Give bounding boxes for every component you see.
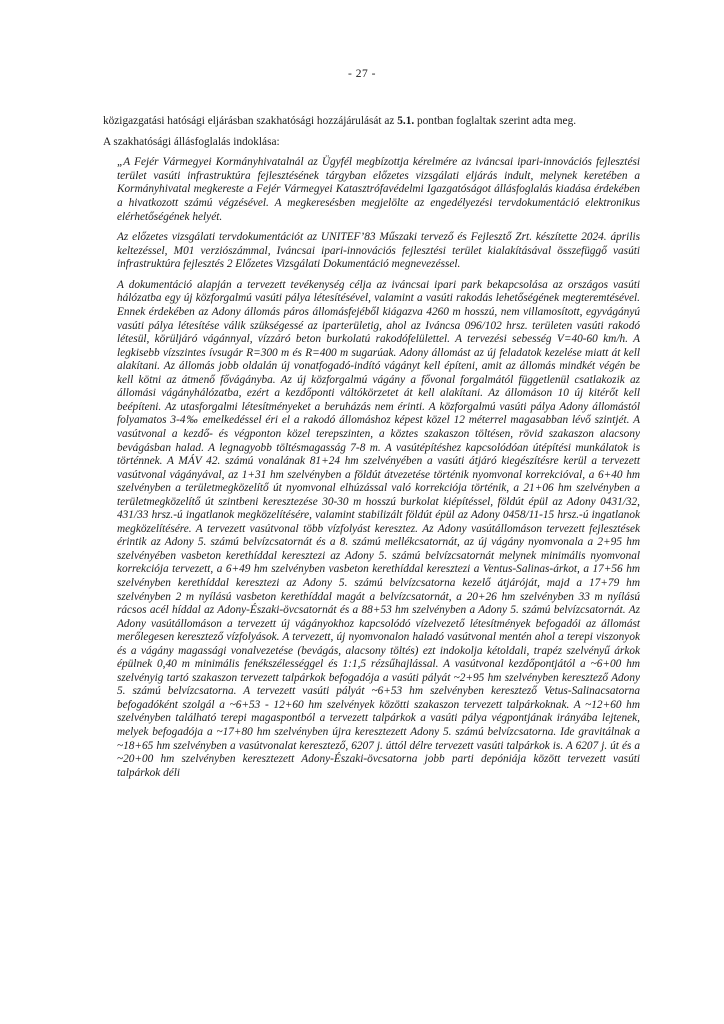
paragraph-documentation: Az előzetes vizsgálati tervdokumentációt az UNITEF’83 Műszaki tervező és Fejlesztő Zrt. készítette 2024. április keltezéssel, M01 verziószámmal, Iváncsai ipari-innovációs fejlesztési terület kialakításával összefüggő vasúti infrastruktúra fejlesztés 2 Előzetes Vizsgálati Dokumentáció megnevezéssel. [117, 231, 640, 271]
paragraph-project-description: A dokumentáció alapján a tervezett tevékenység célja az iváncsai ipari park bekapcsolása az országos vasúti hálózatba egy új közforgalmú vasúti pálya létesítésével, valamint a vasúti rakodás lehetőségének megteremtésével. Ennek érdekében az Adony állomás páros állomásfejéből kiágazva 4260 m hosszú, nem villamosított, egyvágányú vasúti pálya létesítése válik szükségessé az iparterületig, ahol az Iváncsa 096/102 hrsz. területen vasúti rakodó létesül, körüljáró vágánnyal, vízzáró beton burkolatú rakodófelülettel. A tervezési sebesség V=40-60 km/h. A legkisebb vízszintes ívsugár R=300 m és R=400 m sugarúak. Adony állomást az új feladatok kezelése miatt át kell alakítani. Az állomás jobb oldalán új vonatfogadó-indító vágányt kell építeni, amit az állomás mindkét végén be kell kötni az átmenő fővágányba. Az új közforgalmú vágány a fővonal forgalmától függetlenül csatlakozik az állomási vágányhálózatba, ezért a kezdőponti váltókörzetet át kell alakítani. Az állomáson 10 új kitérőt kell beépíteni. Az utasforgalmi létesítményeket a beruházás nem érinti. A közforgalmú vasúti pálya Adony állomástól folyamatos 3-4‰ emelkedéssel éri el a rakodó állomáshoz képest közel 12 méterrel magasabban lévő szintjét. A vasútvonal a kezdő- és végponton közel terepszinten, a köztes szakaszon töltésen, rövid szakaszon alacsony bevágásban halad. A legnagyobb töltésmagasság 7-8 m. A vasútépítéshez kapcsolódóan útépítési munkálatok is történnek. A MÁV 42. számú vonalának 81+24 hm szelvényében a vasúti átjáró kiegészítésre kerül a tervezett vasútvonal vágányával, az 1+31 hm szelvényben a földút átvezetése történik nyomvonal korrekcióval, a 6+40 hm szelvényben a területmegközelítő út nyomvonal elhúzással való korrekciója történik, a 21+06 hm szelvényben a területmegközelítő út szintbeni keresztezése 30-30 m hosszú burkolat kiépítéssel, földút épül az Adony 0431/32, 431/33 hrsz.-ú ingatlanok megközelítésére, valamint stabilizált földút épül az Adony 0458/11-15 hrsz.-ú ingatlanok megközelítésére. A tervezett vasútvonal több vízfolyást keresztez. Az Adony vasútállomáson tervezett fejlesztések érintik az Adony 5. számú belvízcsatornát és a 8. számú mellékcsatornát, az új vágány nyomvonala a 2+95 hm szelvényében vasbeton kerethíddal keresztezi az Adony 5. számú belvízcsatornát melynek minimális nyomvonal korrekciója tervezett, a 6+49 hm szelvényben vasbeton kerethíddal keresztezi a Ventus-Salinas-árkot, a 17+56 hm szelvényben kerethíddal keresztezi az Adony 5. számú belvízcsatorna kezelő átjáróját, majd a 17+79 hm szelvényben 2 m nyílású vasbeton kerethíddal magát a belvízcsatornát, a 20+26 hm szelvényben 33 m nyílású rácsos acél híddal az Adony-Északi-övcsatornát és a 88+53 hm szelvényben a Adony 5. számú belvízcsatornát. Az Adony vasútállomáson a tervezett új vágányokhoz kapcsolódó vízelvezető létesítmények befogadói az állomást merőlegesen keresztező vízfolyások. A tervezett, új nyomvonalon haladó vasútvonal mentén ahol a terepi viszonyok és a vágány magassági vonalvezetése (bevágás, alacsony töltés) ezt indokolja kétoldali, trapéz szelvényű árkok épülnek 0,40 m minimális fenékszélességgel és 1:1,5 rézsűhajlással. A vasútvonal kezdőpontjától a ~6+00 hm szelvényig tartó szakaszon tervezett talpárkok befogadója a vasúti pályát ~2+95 hm szelvényben keresztező Adony 5. számú belvízcsatorna. A tervezett vasúti pályát ~6+53 hm szelvényben keresztező Vetus-Salinacsatorna befogadóként szolgál a ~6+53 - 12+60 hm szelvények közötti szakaszon tervezett talpárkoknak. A ~12+60 hm szelvényben található terepi magaspontból a tervezett talpárkok a vasúti pálya végpontjának irányába lejtenek, melyek befogadója a ~17+80 hm szelvényben újra keresztezett Adony 5. számú belvízcsatorna. Ide gravitálnak a ~18+65 hm szelvényben a vasútvonalat keresztező, 6207 j. úttól délre tervezett vasúti talpárkok is. A 6207 j. út és a ~20+00 hm szelvényben keresztezett Adony-Északi-övcsatorna jobb parti depóniája között tervezett vasúti talpárkok déli [117, 278, 640, 779]
intro-paragraph [103, 115, 640, 129]
page-number: - 27 - [348, 68, 376, 80]
intro-text-after: pontban foglaltak szerint adta meg. [417, 115, 577, 127]
quoted-justification [117, 156, 640, 780]
section-reference: 5.1. [397, 115, 415, 127]
paragraph-request: „A Fejér Vármegyei Kormányhivatalnál az Ügyfél megbízottja kérelmére az iváncsai ipari-innovációs fejlesztési terület vasúti infrastruktúra fejlesztésének tárgyban előzetes vizsgálati eljárás indult, melynek keretében a Kormányhivatal megkereste a Fejér Vármegyei Katasztrófavédelmi Igazgatóságot állásfoglalás kiadása érdekében a hivatkozott számú végzésével. A megkeresésben megjelölte az engedélyezési tervdokumentáció elektronikus elérhetőségének helyét. [117, 156, 640, 223]
intro-text-before: közigazgatási hatósági eljárásban szakhatósági hozzájárulását az [103, 115, 395, 127]
section-heading: A szakhatósági állásfoglalás indoklása: [103, 135, 280, 148]
document-body [103, 115, 640, 780]
